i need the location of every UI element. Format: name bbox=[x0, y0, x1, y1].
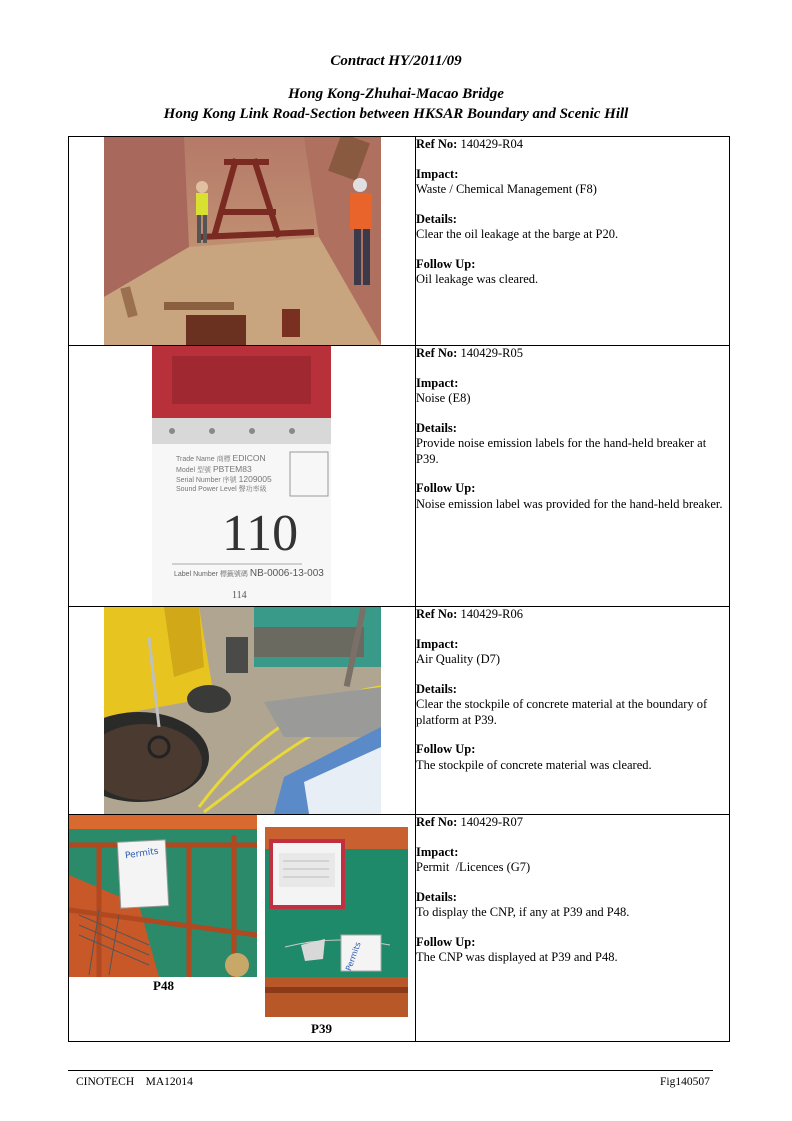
details-value: To display the CNP, if any at P39 and P48. bbox=[416, 905, 630, 919]
label-number: Label Number 標籤號碼 NB-0006-13-003 bbox=[174, 568, 324, 579]
follow-up-value: Noise emission label was provided for the hand-held breaker. bbox=[416, 496, 723, 511]
details-value: Clear the stockpile of concrete material at the boundary of platform at P39. bbox=[416, 697, 708, 727]
follow-up-label: Follow Up: bbox=[416, 934, 476, 949]
details-label: Details: bbox=[416, 420, 457, 435]
noise-level-value: 110 bbox=[222, 505, 299, 562]
info-cell bbox=[416, 346, 730, 607]
impact-label: Impact: bbox=[416, 166, 459, 181]
follow-up-value: The stockpile of concrete material was cleared. bbox=[416, 757, 652, 772]
impact-value: Waste / Chemical Management (F8) bbox=[416, 182, 597, 196]
label-bottom-value: 114 bbox=[232, 590, 247, 601]
photo-cell bbox=[69, 607, 416, 815]
impact-value: Noise (E8) bbox=[416, 391, 471, 405]
noise-label-photo bbox=[152, 346, 331, 606]
section-title: Hong Kong Link Road-Section between HKSAR Boundary and Scenic Hill bbox=[163, 106, 629, 122]
ref-number: 140429-R07 bbox=[460, 815, 523, 829]
footer-fig-number: Fig140507 bbox=[660, 1076, 710, 1088]
table-row bbox=[69, 607, 730, 815]
impact-value: Air Quality (D7) bbox=[416, 652, 501, 666]
follow-up-label: Follow Up: bbox=[416, 256, 476, 271]
footer-doc-code: MA12014 bbox=[145, 1076, 193, 1088]
platform-stockpile-photo bbox=[104, 607, 381, 814]
permit-p39-photo bbox=[265, 827, 408, 1017]
info-cell bbox=[416, 815, 730, 1042]
ref-number: 140429-R04 bbox=[460, 137, 523, 151]
page-header bbox=[0, 52, 792, 124]
permit-sign-text: Permits bbox=[344, 940, 363, 973]
details-label: Details: bbox=[416, 889, 457, 904]
impact-label: Impact: bbox=[416, 636, 459, 651]
impact-value: Permit /Licences (G7) bbox=[416, 860, 531, 874]
table-row bbox=[69, 815, 730, 1042]
details-label: Details: bbox=[416, 681, 457, 696]
ref-label: Ref No: bbox=[416, 346, 458, 360]
contract-title: Contract HY/2011/09 bbox=[330, 53, 462, 69]
table-row bbox=[69, 346, 730, 607]
details-label: Details: bbox=[416, 211, 457, 226]
ref-label: Ref No: bbox=[416, 607, 458, 621]
follow-up-label: Follow Up: bbox=[416, 481, 476, 495]
photo-cell bbox=[69, 346, 416, 607]
photo-cell bbox=[69, 815, 416, 1042]
impact-label: Impact: bbox=[416, 375, 459, 390]
table-row bbox=[69, 137, 730, 346]
inspection-table bbox=[68, 136, 730, 1042]
ref-number: 140429-R06 bbox=[460, 607, 523, 621]
noise-label-text: Trade Name 商標 EDICON Model 型號 PBTEM83 Serial Number 序號 1209005 Sound Power Level 聲功率級 bbox=[176, 453, 272, 493]
details-value: Provide noise emission labels for the hand-held breaker at P39. bbox=[416, 436, 707, 466]
details-value: Clear the oil leakage at the barge at P20. bbox=[416, 227, 619, 241]
footer-company: CINOTECH MA12014 bbox=[76, 1076, 193, 1088]
barge-steel-frame-photo bbox=[104, 137, 381, 345]
footer-divider bbox=[68, 1070, 713, 1071]
permit-sign-text: Permits bbox=[124, 846, 160, 862]
follow-up-value: Oil leakage was cleared. bbox=[416, 272, 539, 286]
ref-number: 140429-R05 bbox=[460, 346, 523, 360]
photo-cell bbox=[69, 137, 416, 346]
photo-caption-p39: P39 bbox=[311, 1021, 332, 1036]
ref-label: Ref No: bbox=[416, 137, 458, 151]
info-cell bbox=[416, 137, 730, 346]
follow-up-label: Follow Up: bbox=[416, 742, 476, 756]
info-cell bbox=[416, 607, 730, 815]
project-title: Hong Kong-Zhuhai-Macao Bridge bbox=[288, 86, 504, 102]
permit-p48-photo bbox=[69, 815, 257, 977]
impact-label: Impact: bbox=[416, 844, 459, 859]
ref-label: Ref No: bbox=[416, 815, 458, 829]
photo-caption-p48: P48 bbox=[153, 978, 174, 993]
follow-up-value: The CNP was displayed at P39 and P48. bbox=[416, 950, 618, 964]
